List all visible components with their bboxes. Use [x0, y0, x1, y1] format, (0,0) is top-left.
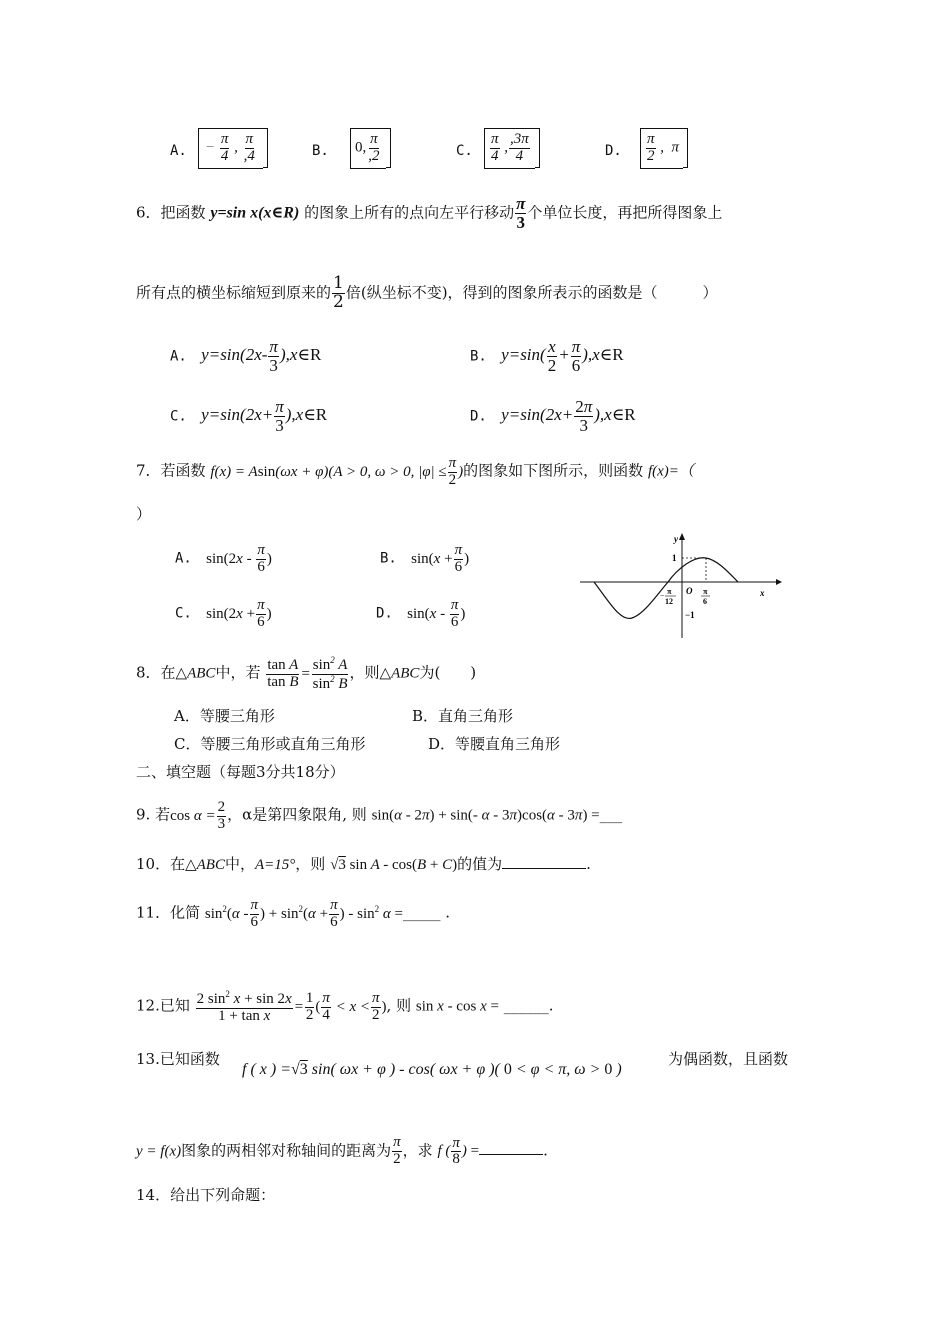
q7-option-c-expr: sin(2x + $\frac{\pi}{6}$ ): [206, 597, 272, 630]
q8-option-d-text: 等腰直角三角形: [455, 735, 561, 753]
q10-end: .: [586, 855, 591, 873]
q6-post: 的图象上所有的点向左平行移动: [304, 203, 515, 222]
q7-cond: f(x) = Asin(ωx + φ)(A > 0, ω > 0, |φ| ≤ $\frac{\pi}{2}$ ): [210, 455, 464, 488]
graph-tick-neg-pi12-den: 12: [665, 597, 673, 606]
q8-option-d: [428, 737, 560, 752]
q6-func: y=sin x(x∈R): [210, 204, 300, 222]
q5-option-a-expr: − $\frac{\pi}{4}$ , $\frac{\pi}{,4}$: [198, 128, 268, 169]
q13-ask: f ( $\frac{\pi}{8}$ ) =: [437, 1134, 480, 1168]
q7-close: ）: [136, 505, 152, 523]
q7-option-c-label: C.: [175, 605, 192, 622]
q13-blank[interactable]: [479, 1142, 543, 1155]
q13-post: 为偶函数，且函数: [668, 1050, 789, 1068]
q6-option-a-label: A.: [170, 348, 187, 365]
q7-tail: f(x)=（: [647, 463, 694, 480]
q5-option-a-label: A.: [170, 143, 187, 159]
q9-line: [136, 800, 622, 833]
q7-number: 7．: [136, 461, 161, 480]
q11-blank[interactable]: _____: [402, 903, 441, 922]
q12-line: [136, 990, 554, 1025]
q7-option-d: [376, 598, 465, 631]
q7-option-a-expr: sin(2x - $\frac{\pi}{6}$ ): [206, 542, 272, 575]
q8-option-b-text: 直角三角形: [438, 707, 514, 725]
q7-option-b-label: B.: [380, 550, 397, 567]
q8-mid: 中，若: [215, 663, 261, 682]
q13-pre: 已知函数: [159, 1050, 220, 1068]
q6-end: 个单位长度，再把所得图象上: [527, 203, 723, 222]
q9-blank[interactable]: ___: [599, 805, 623, 824]
q13-expr: [242, 1062, 622, 1078]
q10-pre: 在△: [170, 855, 197, 873]
q6-option-b-label: B.: [470, 348, 487, 365]
q11-number: 11．: [136, 903, 171, 922]
q5-option-c-label: C.: [456, 143, 473, 159]
graph-tick-pi6-den: 6: [703, 597, 707, 606]
q6-factor: $\frac{1}{2}$: [333, 273, 344, 312]
q6-shift: $\frac{\pi}{3}$: [516, 194, 526, 232]
q8-option-a: [174, 709, 275, 724]
q5-option-d-expr: $\frac{\pi}{2}$ , π: [640, 128, 688, 169]
q6-option-d: [470, 398, 636, 435]
q11-pre: 化简: [170, 903, 201, 922]
q11-end: .: [445, 903, 451, 922]
q13-line2: [136, 1135, 548, 1168]
q7-graph: [578, 530, 788, 642]
q8-abc: ABC: [187, 665, 216, 682]
q13-line2-pre: y = f(x): [136, 1143, 182, 1160]
graph-x-arrow: [776, 579, 782, 585]
q8-option-c: [174, 737, 366, 752]
graph-tick-neg-pi12-num: π: [667, 587, 672, 596]
q13-end: .: [543, 1141, 548, 1160]
q6-option-c-label: C.: [170, 408, 187, 425]
graph-tick-pi6-num: π: [703, 587, 708, 596]
q9-mid: ，α是第四象限角, 则: [227, 805, 367, 824]
q8-option-d-label: D．: [428, 735, 456, 753]
section-heading: 二、填空题（每题3分共18分）: [136, 763, 345, 781]
q12-pre: 已知: [159, 996, 190, 1015]
q7-pre: 若函数: [160, 461, 206, 480]
q5-option-b-label: B.: [312, 143, 329, 159]
q7-line1: [136, 456, 694, 489]
q8-abc-2: ABC: [391, 665, 420, 682]
q9-cond: cos α = $\frac{2}{3}$: [170, 799, 226, 832]
q10-blank[interactable]: [502, 856, 586, 869]
q9-number: 9.: [136, 805, 151, 824]
q6-number: 6．: [136, 203, 161, 222]
q7-option-d-expr: sin(x - $\frac{\pi}{6}$ ): [407, 597, 466, 630]
q13-line1: [136, 1052, 220, 1067]
q7-option-b-expr: sin(x + $\frac{\pi}{6}$ ): [411, 542, 470, 575]
q6-line1: [136, 195, 722, 232]
q10-expr: √3 sin A - cos(B + C): [330, 857, 458, 873]
q6-line2-pre: 所有点的横坐标缩短到原来的: [136, 283, 332, 302]
q12-end: .: [548, 996, 554, 1015]
q8-post: ，则△: [349, 663, 392, 682]
q10-mid2: ，则: [295, 855, 326, 873]
q12-mid: , 则: [386, 996, 412, 1015]
q6-line2: [136, 275, 718, 312]
q8-option-c-label: C．: [174, 735, 201, 753]
q9-expr: sin(α - 2π) + sin(- α - 3π)cos(α - 3π) =: [371, 807, 600, 824]
graph-tick-one: 1: [672, 553, 677, 563]
q13-line2-mid: 图象的两相邻对称轴间的距离为: [181, 1141, 392, 1160]
q7-option-a-label: A.: [175, 550, 192, 567]
q10-mid: 中，: [224, 855, 255, 873]
q13-func: f ( x ) =√3 sin( ωx + φ ) - cos( ωx + φ )( 0 < φ < π, ω > 0 ): [242, 1061, 622, 1078]
q6-option-c: [170, 398, 327, 435]
q6-pre: 把函数: [160, 203, 206, 222]
q6-option-d-label: D.: [470, 408, 487, 425]
q12-expr: $\frac{2 \sin^2 x + \sin 2x}{\text{1 + tan x}}$ = $\frac{1}{2}$ ( $\frac{\pi}{4}$ < x < $\frac{\pi}{2}$ ): [196, 989, 387, 1024]
q6-option-c-expr: y=sin(2x+ $\frac{\pi}{3}$ ),x∈R: [201, 397, 328, 435]
q8-option-c-text: 等腰三角形或直角三角形: [200, 735, 366, 753]
q12-blank[interactable]: ______: [503, 996, 549, 1015]
q7-option-a: [175, 543, 272, 576]
q5-option-d-label: D.: [605, 143, 622, 159]
q14-number: 14．: [136, 1186, 171, 1204]
q7-option-d-label: D.: [376, 605, 393, 622]
q10-line: [136, 856, 591, 873]
graph-origin: O: [686, 586, 693, 596]
q8-post2: 为( ): [419, 663, 477, 682]
q13-dist: $\frac{\pi}{2}$: [393, 1134, 401, 1167]
q8-line: [136, 656, 476, 693]
q6-option-a-expr: y=sin(2x- $\frac{\pi}{3}$ ),x∈R: [201, 337, 322, 375]
q7-option-c: [175, 598, 272, 631]
q12-ask: sin x - cos x =: [415, 998, 499, 1015]
q8-option-b: [412, 709, 513, 724]
q9-pre: 若: [155, 805, 171, 824]
q8-option-b-label: B．: [412, 707, 439, 725]
q7-post: 的图象如下图所示，则函数: [463, 461, 644, 480]
q14-line: [136, 1188, 275, 1203]
q10-number: 10．: [136, 855, 171, 873]
graph-y-arrow: [679, 533, 685, 540]
q10-abc: ABC: [196, 857, 225, 873]
q11-line: [136, 898, 450, 931]
q11-expr: $\sin^2(\alpha$ - $\frac{\pi}{6}$ ) + $\sin^2(\alpha$ + $\frac{\pi}{6}$ ) - $\sin^2 \alpha$ =: [204, 897, 403, 930]
graph-tick-minus: −: [660, 591, 665, 600]
q8-option-a-text: 等腰三角形: [199, 707, 275, 725]
q12-number: 12.: [136, 996, 160, 1015]
q7-option-b: [380, 543, 469, 576]
q6-option-a: [170, 338, 321, 375]
graph-x-label: x: [760, 588, 765, 598]
q13-line2-post: ，求: [402, 1141, 433, 1160]
q5-option-b-expr: 0, $\frac{\pi}{,2}$: [350, 128, 391, 169]
q5-option-c-expr: $\frac{\pi}{4}$ , $\frac{,3\pi}{4}$: [484, 128, 540, 169]
q14-text: 给出下列命题：: [170, 1186, 276, 1204]
q10-angle: A=15°: [255, 857, 296, 873]
q6-option-b: [470, 338, 624, 375]
q8-number: 8．: [136, 663, 161, 682]
q6-line2-post: 倍(纵坐标不变)，得到的图象所表示的函数是（ ）: [345, 283, 718, 302]
graph-sine-curve: [594, 558, 738, 619]
q6-option-d-expr: y=sin(2x+ $\frac{2\pi}{3}$ ),x∈R: [501, 397, 636, 435]
q8-eq: $\frac{\text{tan A}}{\text{tan B}}$ = $\frac{\sin^2 A}{\sin^2 B}$: [267, 655, 348, 692]
q6-option-b-expr: y=sin( $\frac{x}{2}$ + $\frac{\pi}{6}$ ),x∈R: [501, 337, 624, 375]
q13-number: 13.: [136, 1050, 160, 1068]
graph-y-label: y: [674, 534, 678, 544]
q8-option-a-label: A．: [174, 707, 200, 725]
q10-post: 的值为: [457, 855, 503, 873]
graph-tick-neg-one: −1: [685, 610, 695, 620]
q8-pre: 在△: [160, 663, 188, 682]
